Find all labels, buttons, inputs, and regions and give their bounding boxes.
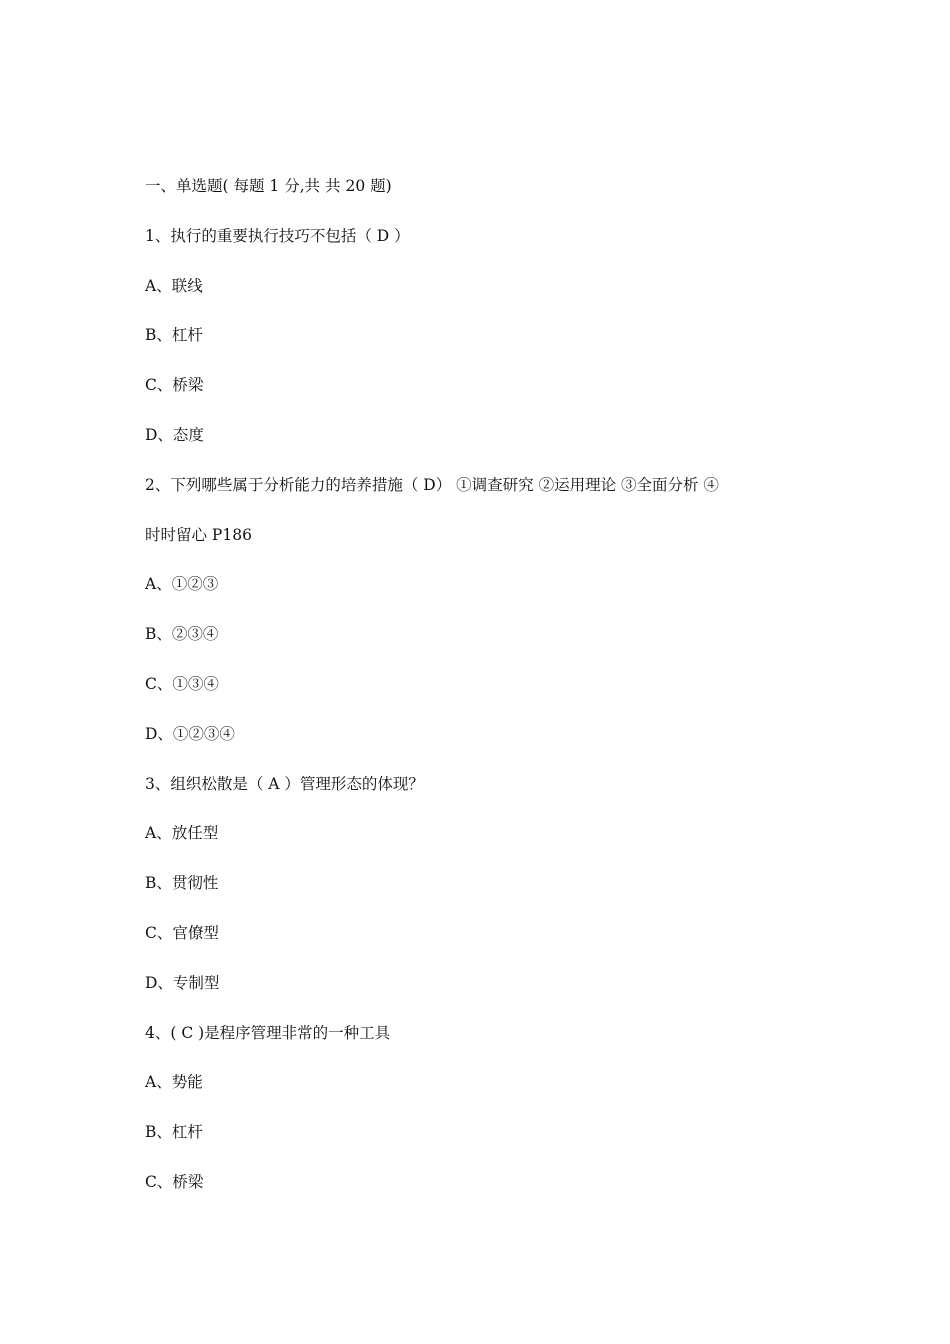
- question-4-option-c: C、桥梁: [145, 1172, 204, 1191]
- question-4-option-b: B、杠杆: [145, 1123, 203, 1142]
- question-2-option-c: C、①③④: [145, 674, 219, 693]
- question-2-option-d: D、①②③④: [145, 724, 235, 743]
- question-1-option-c: C、桥梁: [145, 376, 204, 395]
- question-4-option-a: A、势能: [145, 1073, 203, 1092]
- question-1-option-d: D、态度: [145, 425, 204, 444]
- question-1-stem: 1、执行的重要执行技巧不包括（ D ）: [145, 226, 410, 245]
- question-2-stem-continued: 时时留心 P186: [145, 525, 252, 544]
- question-1-option-b: B、杠杆: [145, 326, 203, 345]
- section-heading: 一、单选题( 每题 1 分,共 共 20 题): [145, 177, 392, 195]
- question-3-option-b: B、贯彻性: [145, 874, 219, 893]
- question-2-option-a: A、①②③: [145, 575, 219, 594]
- question-3-option-a: A、放任型: [145, 824, 219, 843]
- question-4-stem: 4、( C )是程序管理非常的一种工具: [145, 1023, 391, 1042]
- question-2-option-b: B、②③④: [145, 625, 219, 644]
- question-3-option-d: D、专制型: [145, 973, 220, 992]
- question-3-stem: 3、组织松散是（ A ）管理形态的体现？: [145, 774, 424, 793]
- question-2-stem: 2、下列哪些属于分析能力的培养措施（ D） ①调查研究 ②运用理论 ③全面分析 ④: [145, 475, 719, 494]
- question-3-option-c: C、官僚型: [145, 923, 219, 942]
- question-1-option-a: A、联线: [145, 276, 203, 295]
- document-body: [145, 175, 845, 1221]
